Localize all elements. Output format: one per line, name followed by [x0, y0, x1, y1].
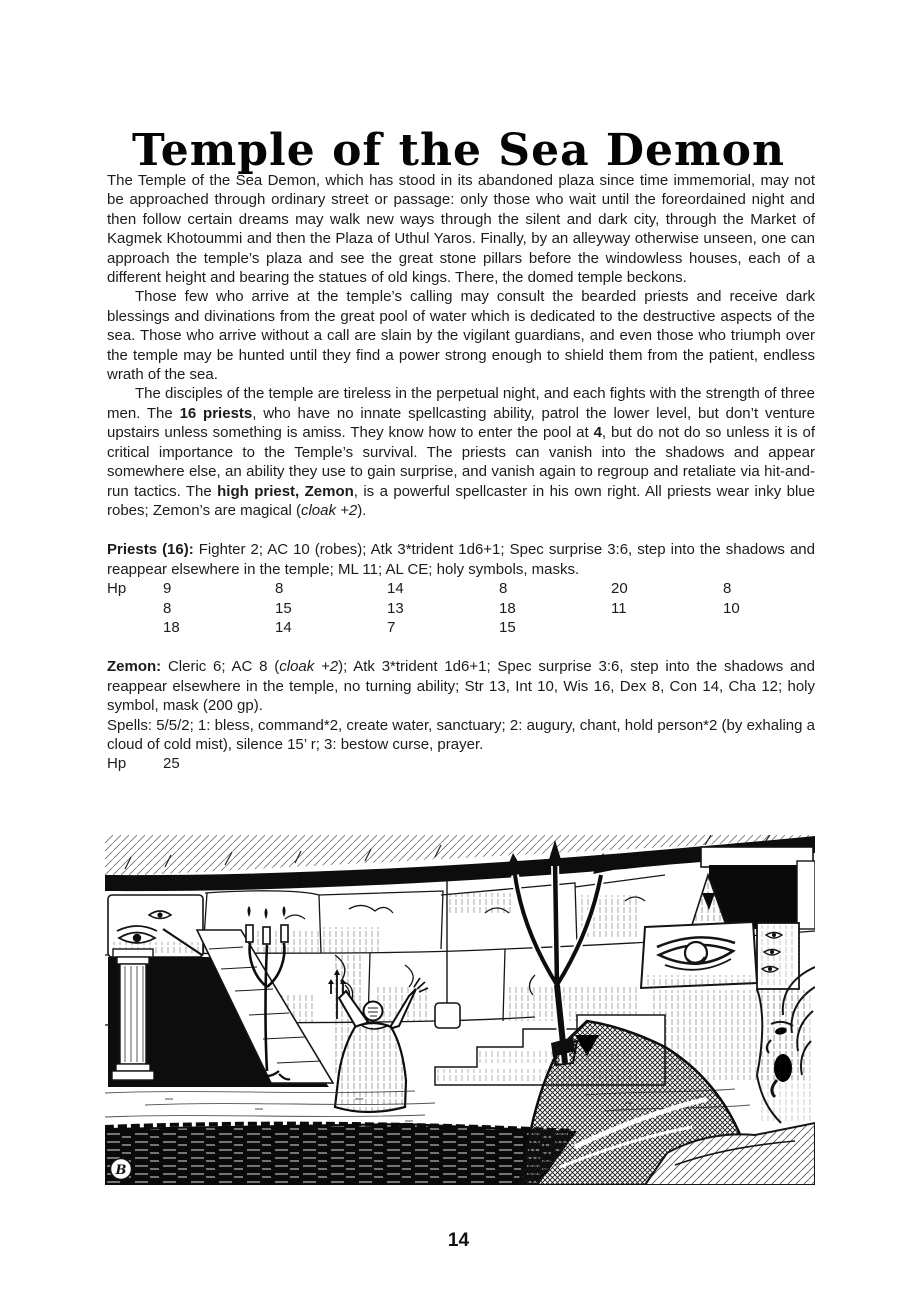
text-segment: 16 priests: [179, 404, 253, 422]
priests-stat-block: [107, 540, 815, 637]
hp-cell: 25: [163, 755, 180, 773]
hp-cell: [723, 618, 815, 637]
hp-cell: 15: [275, 599, 292, 617]
text-segment: cloak +2: [300, 501, 358, 519]
hp-cell: [107, 599, 163, 618]
page-number: 14: [447, 1230, 470, 1251]
hp-cell: 8: [275, 580, 284, 598]
spacer: [107, 520, 815, 540]
text-segment: Zemon:: [107, 658, 162, 676]
hp-cell: 18: [499, 599, 516, 617]
text-segment: Priests (16):: [107, 541, 194, 559]
hp-cell: [107, 618, 163, 637]
text-segment: , but do not do so unless it is of critical importance to the Temple’s survival. The priests can vanish into the shadows and appear somewhere else, an ability they use to gain surprise, and vanish again to regroup and retaliate via hit-and-run tactics. The: [107, 424, 815, 500]
page-title: Temple of the Sea Demon: [132, 125, 785, 177]
hp-cell: 8: [723, 580, 732, 598]
hp-cell: 10: [723, 599, 740, 617]
text-segment: Those few who arrive at the temple’s calling may consult the bearded priests and receive dark blessings and divinations from the great pool of water which is dedicated to the destructive aspects of the sea. Those who arrive without a call are slain by the vigilant guardians, and even those who triumph over the temple may be hunted until they find a power strong enough to shield them from the patient, endless wrath of the sea.: [107, 288, 815, 384]
priests-hp-table: [107, 579, 815, 637]
hp-cell: Hp: [107, 755, 127, 773]
text-segment: cloak +2: [279, 658, 339, 676]
hp-cell: Hp: [107, 580, 127, 598]
text-segment: The disciples of the temple are tireless in the perpetual night, and each fights with the strength of three men. The: [107, 385, 815, 422]
hp-cell: 15: [499, 618, 516, 636]
hp-cell: 9: [163, 580, 172, 598]
great-eye-carving: [641, 922, 757, 988]
eye-plaque: [108, 895, 203, 957]
zemon-hp-table: [107, 754, 815, 773]
paragraph-pool: [107, 287, 815, 384]
svg-text:B: B: [115, 1163, 127, 1178]
hp-cell: 8: [163, 599, 172, 617]
hp-row: [107, 579, 815, 598]
dark-pool: [105, 1124, 575, 1185]
hp-row: [107, 599, 815, 618]
text-segment: Spells: 5/5/2; 1: bless, command*2, create water, sanctuary; 2: augury, chant, hold person*2 (by exhaling a cloud of cold mist), silence 15’ r; 3: bestow curse, prayer.: [107, 716, 815, 753]
hp-row: [107, 754, 815, 773]
text-segment: The Temple of the Sea Demon, which has stood in its abandoned plaza since time immemorial, may not be approached through ordinary street or passage: only those who wait until the foreordained night and then follow certain dreams may walk new ways through the silent and dark city, through the Market of Kagmek Khotoummi and then the Plaza of Uthul Yaros. Finally, by an alleyway otherwise unseen, one can approach the temple’s plaza and see the great stone pillars before the windowless houses, each of a different height and bearing the statues of old kings. There, the domed temple beckons.: [107, 172, 815, 287]
zemon-intro: [107, 657, 815, 715]
paragraph-intro: [107, 171, 815, 287]
text-segment: Fighter 2; AC 10 (robes); Atk 3*trident 1d6+1; Spec surprise 3:6, step into the shadows and reappear elsewhere in the temple; ML 11; AL CE; holy symbols, masks.: [107, 541, 815, 578]
text-segment: , is a powerful spellcaster in his own right. All priests wear inky blue robes; Zemon’s are magical (: [107, 482, 815, 519]
hp-cell: 18: [163, 618, 180, 636]
text-segment: high priest, Zemon: [217, 482, 354, 500]
article-body: [107, 171, 815, 833]
hp-row: [107, 618, 815, 637]
hp-cell: 20: [611, 580, 628, 598]
hp-cell: 7: [387, 618, 396, 636]
small-eyes-block: [757, 923, 799, 989]
text-segment: 4: [593, 424, 602, 442]
text-segment: ).: [357, 501, 367, 519]
hp-cell: 8: [499, 580, 508, 598]
hp-cell: 11: [611, 599, 627, 617]
hp-cell: 14: [387, 580, 404, 598]
spacer: [107, 637, 815, 657]
hp-cell: 14: [275, 618, 292, 636]
temple-illustration: [105, 835, 815, 1185]
hp-cell: [611, 618, 723, 637]
zemon-spells: [107, 716, 815, 755]
artist-signature: [111, 1159, 132, 1180]
hp-cell: 13: [387, 599, 404, 617]
zemon-stat-block: [107, 657, 815, 773]
text-segment: , who have no innate spellcasting ability, patrol the lower level, but don’t venture upstairs unless something is amiss. They know how to enter the pool at: [107, 404, 815, 442]
priests-intro: [107, 540, 815, 579]
text-segment: ); Atk 3*trident 1d6+1; Spec surprise 3:6, step into the shadows and reappear elsewhere in the temple, no turning ability; Str 13, Int 10, Wis 16, Dex 8, Con 14, Cha 12; holy symbol, mask (200 gp).: [107, 658, 815, 715]
text-segment: Cleric 6; AC 8 (: [161, 658, 280, 676]
paragraph-disciples: [107, 384, 815, 520]
